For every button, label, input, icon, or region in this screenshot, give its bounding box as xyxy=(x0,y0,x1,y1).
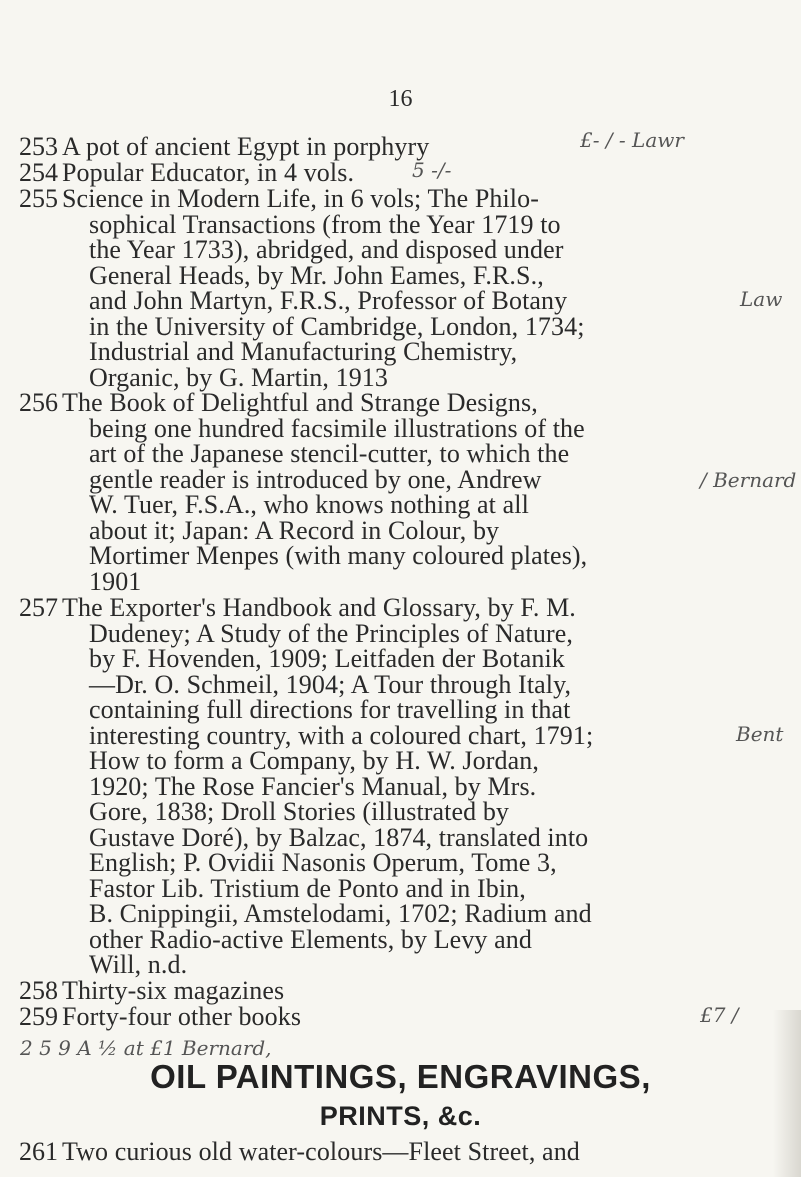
lot-text: English; P. Ovidii Nasonis Operum, Tome 3, xyxy=(89,848,557,877)
lot-text: containing full directions for travelling in that xyxy=(89,695,571,724)
lot-text: Gore, 1838; Droll Stories (illustrated by xyxy=(89,797,510,826)
lot-text: Popular Educator, in 4 vols. xyxy=(62,158,355,187)
lot-text: B. Cnippingii, Amstelodami, 1702; Radium and xyxy=(89,899,592,928)
lot-text: Will, n.d. xyxy=(89,950,188,979)
lot-text: Two curious old water-colours—Fleet Street, and xyxy=(62,1137,580,1166)
lot-text: Science in Modern Life, in 6 vols; The Philo- xyxy=(62,184,539,213)
handwritten-note: 5 -/- xyxy=(412,158,452,182)
lot-text: Fastor Lib. Tristium de Ponto and in Ibin, xyxy=(89,874,526,903)
lot-text: the Year 1733), abridged, and disposed under xyxy=(89,235,564,264)
lot-text: 1920; The Rose Fancier's Manual, by Mrs. xyxy=(89,772,537,801)
handwritten-note: Law xyxy=(740,287,783,311)
lot-number: 255 xyxy=(19,184,58,213)
lot-text: The Exporter's Handbook and Glossary, by F. M. xyxy=(62,593,576,622)
lot-text: 1901 xyxy=(89,567,142,596)
lot-text: sophical Transactions (from the Year 1719 to xyxy=(89,210,561,239)
lot-number: 254 xyxy=(19,158,58,187)
lot-text: and John Martyn, F.R.S., Professor of Botany xyxy=(89,286,568,315)
lot-text: interesting country, with a coloured chart, 1791; xyxy=(89,721,594,750)
lot-text: in the University of Cambridge, London, 1734; xyxy=(89,312,585,341)
lot-text: gentle reader is introduced by one, Andrew xyxy=(89,465,542,494)
lot-text: Industrial and Manufacturing Chemistry, xyxy=(89,337,518,366)
lot-text: by F. Hovenden, 1909; Leitfaden der Botanik xyxy=(89,644,565,673)
lot-text: —Dr. O. Schmeil, 1904; A Tour through Italy, xyxy=(89,670,572,699)
lot-number: 261 xyxy=(19,1137,58,1166)
page-edge-shadow xyxy=(773,1010,801,1177)
lot-text: The Book of Delightful and Strange Designs, xyxy=(62,388,538,417)
lot-number: 256 xyxy=(19,388,58,417)
lot-number: 257 xyxy=(19,593,58,622)
lot-number: 258 xyxy=(19,976,58,1005)
lot-text: being one hundred facsimile illustrations of the xyxy=(89,414,585,443)
handwritten-note: 2 5 9 A ½ at £1 Bernard, xyxy=(20,1036,272,1060)
lot-number: 253 xyxy=(19,132,58,161)
lot-text: Thirty-six magazines xyxy=(62,976,285,1005)
section-subheading: PRINTS, &c. xyxy=(319,1101,482,1131)
handwritten-note: / Bernard xyxy=(700,468,797,492)
lot-text: about it; Japan: A Record in Colour, by xyxy=(89,516,500,545)
handwritten-note: £7 / xyxy=(700,1003,739,1027)
lot-text: A pot of ancient Egypt in porphyry xyxy=(62,132,430,161)
lot-text: General Heads, by Mr. John Eames, F.R.S., xyxy=(89,261,544,290)
lot-number: 259 xyxy=(19,1002,58,1031)
section-heading: OIL PAINTINGS, ENGRAVINGS, xyxy=(150,1058,651,1095)
lot-text: Mortimer Menpes (with many coloured plates), xyxy=(89,541,588,570)
lot-text: art of the Japanese stencil-cutter, to which the xyxy=(89,439,570,468)
lot-text: W. Tuer, F.S.A., who knows nothing at all xyxy=(89,490,529,519)
page-number: 16 xyxy=(388,86,413,112)
lot-text: Forty-four other books xyxy=(62,1002,302,1031)
handwritten-note: £- / - Lawr xyxy=(580,128,684,152)
lot-text: Gustave Doré), by Balzac, 1874, translated into xyxy=(89,823,589,852)
lot-text: How to form a Company, by H. W. Jordan, xyxy=(89,746,539,775)
lot-text: other Radio-active Elements, by Levy and xyxy=(89,925,532,954)
lot-text: Dudeney; A Study of the Principles of Nature, xyxy=(89,619,573,648)
lot-text: Organic, by G. Martin, 1913 xyxy=(89,363,389,392)
handwritten-note: Bent xyxy=(736,722,784,746)
